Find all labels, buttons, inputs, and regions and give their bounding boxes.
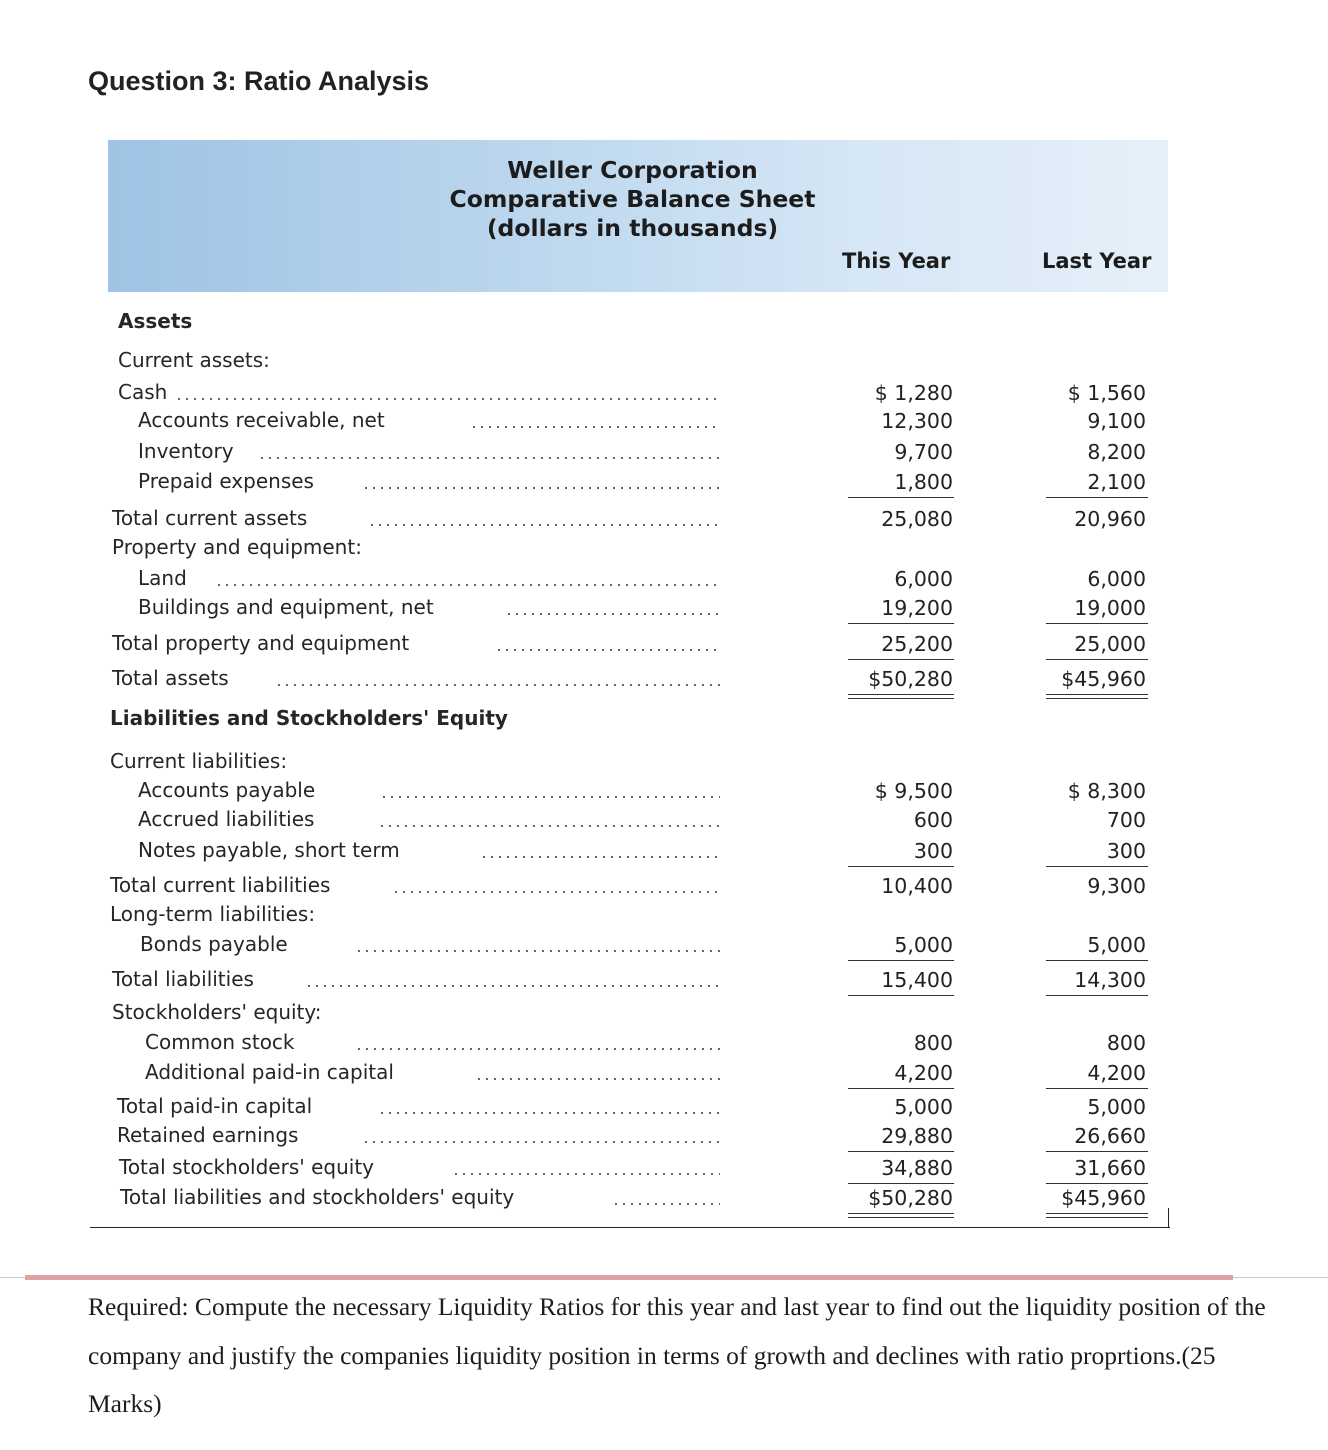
row-label-total-property-and-equipment: Total property and equipment xyxy=(112,631,410,655)
leader-dots xyxy=(505,613,720,615)
value-this-year-accrued-liabilities: 600 xyxy=(913,808,953,832)
company-name: Weller Corporation xyxy=(507,156,758,184)
row-label-total-current-liabilities: Total current liabilities xyxy=(110,873,331,897)
value-last-year-total-property-and-equipment: 25,000 xyxy=(1074,632,1146,656)
row-label-notes-payable-short-term: Notes payable, short term xyxy=(138,838,400,862)
value-last-year-total-current-liabilities: 9,300 xyxy=(1087,874,1146,898)
value-this-year-buildings-and-equipment-net: 19,200 xyxy=(881,596,953,620)
value-this-year-retained-earnings: 29,880 xyxy=(881,1124,953,1148)
double-underline xyxy=(1046,694,1148,699)
row-label-total-liabilities-and-stockholders-equity: Total liabilities and stockholders' equity xyxy=(120,1185,515,1209)
row-label-prepaid-expenses: Prepaid expenses xyxy=(138,469,314,493)
value-this-year-total-current-assets: 25,080 xyxy=(881,507,953,531)
value-last-year-total-assets: $45,960 xyxy=(1061,667,1146,691)
row-label-land: Land xyxy=(138,566,187,590)
subtotal-underline xyxy=(848,497,954,498)
subtotal-underline xyxy=(1046,1151,1148,1152)
required-instructions: Required: Compute the necessary Liquidity Ratios for this year and last year to find out the liquidity position of the company and justify the companies liquidity position in terms of growth and declines with ratio proprtions.(25 Marks) xyxy=(88,1292,1266,1418)
leader-dots xyxy=(362,1141,720,1143)
row-label-long-term-liabilities: Long-term liabilities: xyxy=(110,902,316,926)
row-label-property-and-equipment: Property and equipment: xyxy=(112,535,362,559)
table-bottom-rule xyxy=(90,1227,1170,1228)
section-divider-accent xyxy=(25,1275,1233,1280)
leader-dots xyxy=(378,1112,720,1114)
subtotal-underline xyxy=(848,1183,954,1184)
statement-title-block xyxy=(400,156,865,243)
value-last-year-cash: $ 1,560 xyxy=(1067,381,1146,405)
subtotal-underline xyxy=(1046,623,1148,624)
value-last-year-common-stock: 800 xyxy=(1106,1031,1146,1055)
leader-dots xyxy=(305,985,720,987)
value-last-year-bonds-payable: 5,000 xyxy=(1087,933,1146,957)
double-underline xyxy=(848,694,954,699)
subtotal-underline xyxy=(848,960,954,961)
value-last-year-total-liabilities-and-stockholders-equity: $45,960 xyxy=(1061,1186,1146,1210)
subtotal-underline xyxy=(1046,995,1148,996)
value-last-year-total-stockholders-equity: 31,660 xyxy=(1074,1156,1146,1180)
row-label-assets: Assets xyxy=(118,309,193,333)
column-header-this-year: This Year xyxy=(842,249,951,273)
subtotal-underline xyxy=(1046,866,1148,867)
row-label-common-stock: Common stock xyxy=(145,1030,295,1054)
value-this-year-total-current-liabilities: 10,400 xyxy=(881,874,953,898)
value-this-year-total-liabilities: 15,400 xyxy=(881,968,953,992)
row-label-accounts-receivable-net: Accounts receivable, net xyxy=(138,408,385,432)
value-this-year-inventory: 9,700 xyxy=(894,440,953,464)
value-this-year-bonds-payable: 5,000 xyxy=(894,933,953,957)
subtotal-underline xyxy=(848,866,954,867)
leader-dots xyxy=(378,825,720,827)
table-bottom-tick xyxy=(1168,1208,1169,1228)
leader-dots xyxy=(215,584,720,586)
leader-dots xyxy=(470,426,720,428)
value-last-year-retained-earnings: 26,660 xyxy=(1074,1124,1146,1148)
leader-dots xyxy=(275,684,720,686)
value-this-year-land: 6,000 xyxy=(894,567,953,591)
row-label-accounts-payable: Accounts payable xyxy=(138,778,316,802)
value-last-year-inventory: 8,200 xyxy=(1087,440,1146,464)
value-this-year-total-paid-in-capital: 5,000 xyxy=(894,1095,953,1119)
subtotal-underline xyxy=(1046,1183,1148,1184)
subtotal-underline xyxy=(1046,659,1148,660)
leader-dots xyxy=(368,524,720,526)
row-label-total-current-assets: Total current assets xyxy=(112,506,308,530)
row-label-total-liabilities: Total liabilities xyxy=(112,967,254,991)
leader-dots xyxy=(175,398,720,400)
row-label-bonds-payable: Bonds payable xyxy=(140,932,288,956)
leader-dots xyxy=(612,1203,720,1205)
leader-dots xyxy=(392,891,720,893)
subtotal-underline xyxy=(848,659,954,660)
leader-dots xyxy=(355,950,720,952)
value-last-year-prepaid-expenses: 2,100 xyxy=(1087,470,1146,494)
value-last-year-total-current-assets: 20,960 xyxy=(1074,507,1146,531)
row-label-retained-earnings: Retained earnings xyxy=(117,1123,299,1147)
value-this-year-total-stockholders-equity: 34,880 xyxy=(881,1156,953,1180)
value-this-year-accounts-payable: $ 9,500 xyxy=(874,779,953,803)
row-label-total-stockholders-equity: Total stockholders' equity xyxy=(119,1155,375,1179)
double-underline xyxy=(848,1213,954,1218)
row-label-liabilities-and-stockholders-equity: Liabilities and Stockholders' Equity xyxy=(110,706,508,730)
leader-dots xyxy=(380,796,720,798)
column-header-last-year: Last Year xyxy=(1042,249,1152,273)
double-underline xyxy=(1046,1213,1148,1218)
row-label-cash: Cash xyxy=(118,380,168,404)
row-label-accrued-liabilities: Accrued liabilities xyxy=(138,807,315,831)
value-last-year-additional-paid-in-capital: 4,200 xyxy=(1087,1061,1146,1085)
leader-dots xyxy=(480,856,720,858)
leader-dots xyxy=(452,1173,720,1175)
subtotal-underline xyxy=(848,1088,954,1089)
question-title: Question 3: Ratio Analysis xyxy=(88,66,430,96)
value-this-year-cash: $ 1,280 xyxy=(874,381,953,405)
leader-dots xyxy=(495,649,720,651)
value-this-year-total-liabilities-and-stockholders-equity: $50,280 xyxy=(868,1186,953,1210)
value-last-year-accrued-liabilities: 700 xyxy=(1106,808,1146,832)
row-label-total-assets: Total assets xyxy=(112,666,229,690)
value-this-year-notes-payable-short-term: 300 xyxy=(913,839,953,863)
leader-dots xyxy=(475,1078,720,1080)
row-label-additional-paid-in-capital: Additional paid-in capital xyxy=(145,1060,394,1084)
value-this-year-accounts-receivable-net: 12,300 xyxy=(881,409,953,433)
statement-units: (dollars in thousands) xyxy=(486,214,779,242)
value-last-year-notes-payable-short-term: 300 xyxy=(1106,839,1146,863)
leader-dots xyxy=(355,1048,720,1050)
row-label-current-liabilities: Current liabilities: xyxy=(110,749,288,773)
value-last-year-total-liabilities: 14,300 xyxy=(1074,968,1146,992)
row-label-stockholders-equity: Stockholders' equity: xyxy=(112,1000,322,1024)
value-last-year-total-paid-in-capital: 5,000 xyxy=(1087,1095,1146,1119)
row-label-current-assets: Current assets: xyxy=(118,348,270,372)
value-last-year-buildings-and-equipment-net: 19,000 xyxy=(1074,596,1146,620)
leader-dots xyxy=(362,487,720,489)
row-label-inventory: Inventory xyxy=(138,439,234,463)
row-label-buildings-and-equipment-net: Buildings and equipment, net xyxy=(138,595,434,619)
subtotal-underline xyxy=(848,995,954,996)
value-this-year-additional-paid-in-capital: 4,200 xyxy=(894,1061,953,1085)
subtotal-underline xyxy=(1046,1088,1148,1089)
subtotal-underline xyxy=(848,1151,954,1152)
value-this-year-total-property-and-equipment: 25,200 xyxy=(881,632,953,656)
value-last-year-land: 6,000 xyxy=(1087,567,1146,591)
value-this-year-prepaid-expenses: 1,800 xyxy=(894,470,953,494)
row-label-total-paid-in-capital: Total paid-in capital xyxy=(117,1094,313,1118)
subtotal-underline xyxy=(848,623,954,624)
value-last-year-accounts-payable: $ 8,300 xyxy=(1067,779,1146,803)
value-this-year-total-assets: $50,280 xyxy=(868,667,953,691)
leader-dots xyxy=(258,457,720,459)
value-this-year-common-stock: 800 xyxy=(913,1031,953,1055)
value-last-year-accounts-receivable-net: 9,100 xyxy=(1087,409,1146,433)
subtotal-underline xyxy=(1046,497,1148,498)
subtotal-underline xyxy=(1046,960,1148,961)
statement-name: Comparative Balance Sheet xyxy=(449,185,816,213)
